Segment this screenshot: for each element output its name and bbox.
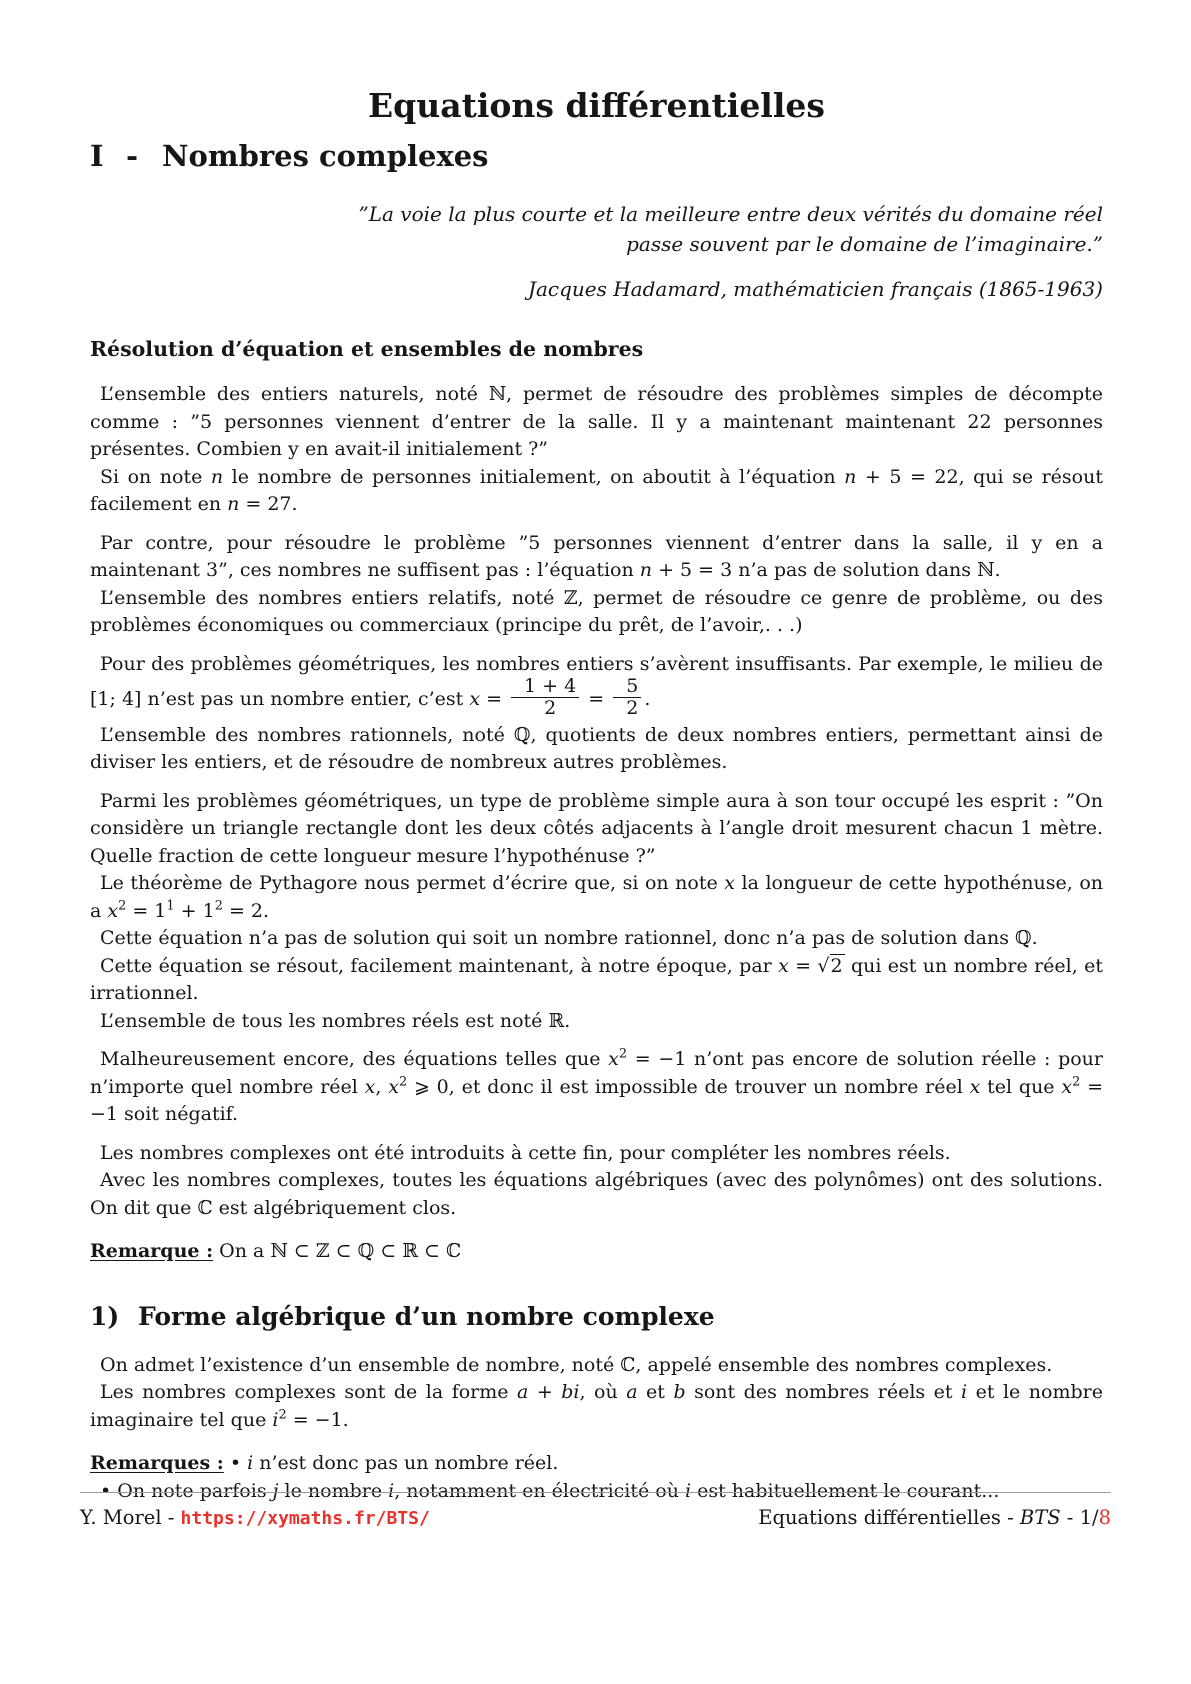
paragraph-gap [90, 777, 1103, 788]
text-run: tel que [980, 1075, 1062, 1098]
text-run: Les nombres complexes ont été introduits à cette fin, pour compléter les nombres réels. [100, 1141, 951, 1164]
number-set-symbol: ℚ [1015, 927, 1032, 950]
superscript: 2 [278, 1407, 287, 1423]
text-run: • On note parfois [100, 1479, 273, 1502]
paragraph-gap [90, 1035, 1103, 1046]
number-set-symbol: ℂ [446, 1240, 462, 1263]
text-run: Le théorème de Pythagore nous permet d’écrire que, si on note [100, 872, 725, 895]
footer-bts: BTS [1019, 1506, 1061, 1529]
fraction-denominator: 2 [544, 697, 557, 720]
text-run: + 5 = 3 n’a pas de solution dans [652, 559, 978, 581]
paragraph [90, 1167, 1103, 1222]
text-run: = [480, 687, 509, 710]
text-run: Par contre, pour résoudre le problème ”5 personnes viennent d’entrer dans la salle, il y en a maintenant 3”, ces nombres ne suffisent pas : l’équation [90, 531, 1103, 581]
text-run: . [644, 687, 651, 710]
text-run: Cette équation n’a pas de solution qui soit un nombre rationnel, donc n’a pas de solution dans [100, 927, 1015, 950]
paragraph [90, 585, 1103, 640]
subsection-number: 1) [90, 1301, 120, 1331]
math-variable: i [247, 1452, 254, 1475]
number-set-symbol: ℚ [513, 723, 531, 746]
text-run: Avec les nombres complexes, toutes les équations algébriques (avec des polynômes) ont des solutions. On dit que [90, 1169, 1103, 1219]
text-run: Parmi les problèmes géométriques, un type de problème simple aura à son tour occupé les esprit : ”On considère un triangle rectangle dont les deux côtés adjacents à l’angle droit mesurent chacun 1 mètre. Quelle fraction de cette longueur mesure l’hypothénuse ?” [90, 789, 1103, 867]
page-title: Equations différentielles [368, 86, 825, 125]
quote-attribution: Jacques Hadamard, mathématicien français (1865-1963) [527, 277, 1103, 301]
remark [90, 1450, 1103, 1478]
text-run: + 1 [174, 899, 215, 922]
math-variable: x [469, 687, 481, 710]
text-run: L’ensemble de tous les nombres réels est noté [100, 1009, 549, 1032]
text-run: + 5 = 22, qui se résout facilement en [90, 465, 1103, 515]
number-set-symbol: ℕ [488, 383, 507, 405]
footer-page-number: 8 [1098, 1506, 1111, 1529]
text-run: = 1 [126, 899, 167, 922]
paragraph [90, 651, 1103, 722]
remark-label: Remarque : [90, 1240, 214, 1263]
text-run: , notamment en électricité où [394, 1479, 685, 1502]
page-footer [80, 1492, 1111, 1529]
number-set-symbol: ℚ [357, 1240, 375, 1263]
text-run: Cette équation se résout, facilement maintenant, à notre époque, par [100, 954, 779, 977]
math-variable: x [969, 1075, 981, 1098]
text-run: L’ensemble des nombres rationnels, noté [100, 723, 514, 746]
text-run: = −1. [286, 1408, 349, 1431]
math-variable: n [210, 465, 224, 488]
text-run: L’ensemble des entiers naturels, noté [100, 383, 489, 405]
math-variable: x [778, 954, 789, 977]
quote-line-1: ”La voie la plus courte et la meilleure entre deux vérités du domaine réel [358, 202, 1103, 226]
footer-link[interactable]: https://xymaths.fr/BTS/ [180, 1508, 430, 1529]
number-set-symbol: ℝ [548, 1009, 565, 1032]
footer-author: Y. Morel - [80, 1506, 181, 1529]
math-variable: a [626, 1381, 638, 1404]
fraction-numerator: 1 + 4 [511, 676, 579, 698]
paragraph [90, 1008, 1103, 1036]
paragraph [90, 788, 1103, 871]
text-run: , permet de résoudre ce genre de problème, ou des problèmes économiques ou commerciaux (principe du prêt, de l’avoir,. . .) [90, 586, 1103, 636]
section-heading [90, 139, 1103, 173]
text-run: n’est donc pas un nombre réel. [253, 1452, 559, 1475]
math-variable: n [844, 465, 857, 488]
text-run: + [528, 1381, 562, 1404]
text-run: . [564, 1009, 571, 1032]
math-variable: x [1061, 1075, 1073, 1098]
math-variable: i [685, 1479, 692, 1502]
text-run: = 2. [222, 899, 270, 922]
number-set-symbol: ℤ [315, 1240, 330, 1263]
math-variable: bi [561, 1381, 580, 1404]
text-run: Pour des problèmes géométriques, les nombres entiers s’avèrent insuffisants. Par exemple, le milieu de [1; 4] n’est pas un nombre entier, c’est [90, 652, 1103, 710]
text-run: , appelé ensemble des nombres complexes. [635, 1353, 1053, 1376]
remark-label: Remarques : [90, 1452, 224, 1475]
text-run: ⩾ 0, et donc il est impossible de trouver un nombre réel [407, 1075, 970, 1098]
document-body [90, 381, 1103, 1505]
superscript: 2 [1072, 1074, 1081, 1090]
paragraph-gap [90, 519, 1103, 530]
text-run: = [582, 687, 611, 710]
footer-doc-title: Equations différentielles - [758, 1506, 1020, 1529]
radicand: 2 [830, 954, 843, 977]
paragraph [90, 381, 1103, 464]
text-run: = −1 soit négatif. [90, 1075, 1104, 1126]
paragraph [90, 1140, 1103, 1168]
footer-page-sep: - 1/ [1060, 1506, 1099, 1529]
number-set-symbol: ℤ [563, 586, 578, 609]
text-run: = −1 n’ont pas encore de solution réelle : pour n’importe quel nombre réel [90, 1048, 1103, 1098]
text-run: ⊂ [374, 1240, 403, 1263]
section-title: Nombres complexes [162, 139, 489, 173]
text-run: On admet l’existence d’un ensemble de nombre, noté [100, 1353, 621, 1376]
text-run: et [637, 1381, 674, 1404]
text-run: , [375, 1075, 389, 1098]
number-set-symbol: ℂ [620, 1353, 636, 1376]
remark [90, 1238, 1103, 1266]
paragraph-heading: Résolution d’équation et ensembles de nombres [90, 337, 644, 361]
paragraph-gap [90, 640, 1103, 651]
text-run: ⊂ [418, 1240, 446, 1263]
footer-right [758, 1506, 1111, 1529]
paragraph [90, 1352, 1103, 1380]
fraction [613, 676, 641, 720]
paragraph [90, 925, 1103, 953]
text-run: = [788, 954, 818, 977]
text-run: , où [579, 1381, 627, 1404]
superscript: 2 [118, 898, 127, 914]
text-run: Les nombres complexes sont de la forme [100, 1381, 518, 1404]
text-run: le nombre de personnes initialement, on aboutit à l’équation [223, 465, 845, 488]
paragraph [90, 530, 1103, 585]
paragraph [90, 870, 1103, 925]
text-run: • [223, 1452, 248, 1475]
quote [90, 199, 1103, 259]
math-variable: a [517, 1381, 529, 1404]
section-number: I [90, 139, 104, 173]
text-run: . [1031, 927, 1038, 950]
paragraph [90, 1379, 1103, 1434]
number-set-symbol: ℝ [402, 1240, 418, 1263]
radical-sign: √ [817, 954, 830, 977]
subsection-title: Forme algébrique d’un nombre complexe [138, 1301, 715, 1331]
text-run: sont des nombres réels et [685, 1381, 962, 1404]
text-run: est algébriquement clos. [212, 1196, 457, 1219]
math-variable: n [639, 559, 653, 581]
text-run: L’ensemble des nombres entiers relatifs, noté [100, 586, 564, 609]
paragraph [90, 722, 1103, 777]
paragraph-gap [90, 1129, 1103, 1140]
superscript: 2 [398, 1074, 408, 1090]
superscript: 2 [618, 1046, 628, 1062]
number-set-symbol: ℕ [977, 559, 995, 581]
math-variable: b [673, 1381, 686, 1404]
math-variable: x [724, 872, 735, 895]
paragraph [90, 464, 1103, 519]
superscript: 1 [166, 898, 175, 914]
text-run: ⊂ [329, 1240, 358, 1263]
text-run: On a [213, 1240, 271, 1263]
section-dash: - [126, 139, 139, 173]
number-set-symbol: ℂ [197, 1196, 213, 1219]
math-variable: x [608, 1048, 619, 1071]
text-run: et le nombre imaginaire tel que [90, 1381, 1103, 1431]
fraction-denominator: 2 [626, 697, 639, 720]
subsection-heading [90, 1302, 1103, 1332]
text-run: , quotients de deux nombres entiers, permettant ainsi de diviser les entiers, et de résoudre de nombreux autres problèmes. [90, 723, 1103, 774]
quote-line-2: passe souvent par le domaine de l’imaginaire.” [626, 232, 1103, 256]
paragraph [90, 953, 1103, 1008]
text-run: Si on note [100, 465, 211, 488]
paragraph [90, 1046, 1103, 1129]
math-variable: x [364, 1075, 376, 1098]
number-set-symbol: ℕ [270, 1240, 288, 1263]
text-run: le nombre [278, 1479, 389, 1502]
math-variable: n [227, 493, 240, 515]
text-run: ⊂ [287, 1240, 316, 1263]
fraction [511, 676, 579, 720]
math-variable: x [107, 899, 119, 922]
footer-left [80, 1506, 430, 1529]
text-run: qui est un nombre réel, et irrationnel. [90, 954, 1103, 1005]
math-variable: i [272, 1408, 279, 1431]
math-variable: i [961, 1381, 968, 1404]
fraction-numerator: 5 [613, 676, 641, 698]
text-run: la longueur de cette hypothénuse, on a [90, 872, 1103, 922]
math-variable: x [388, 1075, 399, 1098]
text-run: . [994, 559, 1001, 581]
text-run: Malheureusement encore, des équations telles que [100, 1048, 609, 1071]
text-run: , permet de résoudre des problèmes simples de décompte comme : ”5 personnes viennent d’entrer de la salle. Il y a maintenant maintenant 22 personnes présentes. Combien y en avait-il initialement ?” [90, 383, 1103, 460]
text-run: = 27. [239, 493, 298, 515]
sqrt-expression [817, 954, 844, 977]
superscript: 2 [214, 898, 223, 914]
math-variable: i [388, 1479, 395, 1502]
math-variable: j [272, 1479, 279, 1502]
text-run: est habituellement le courant... [691, 1479, 1000, 1502]
